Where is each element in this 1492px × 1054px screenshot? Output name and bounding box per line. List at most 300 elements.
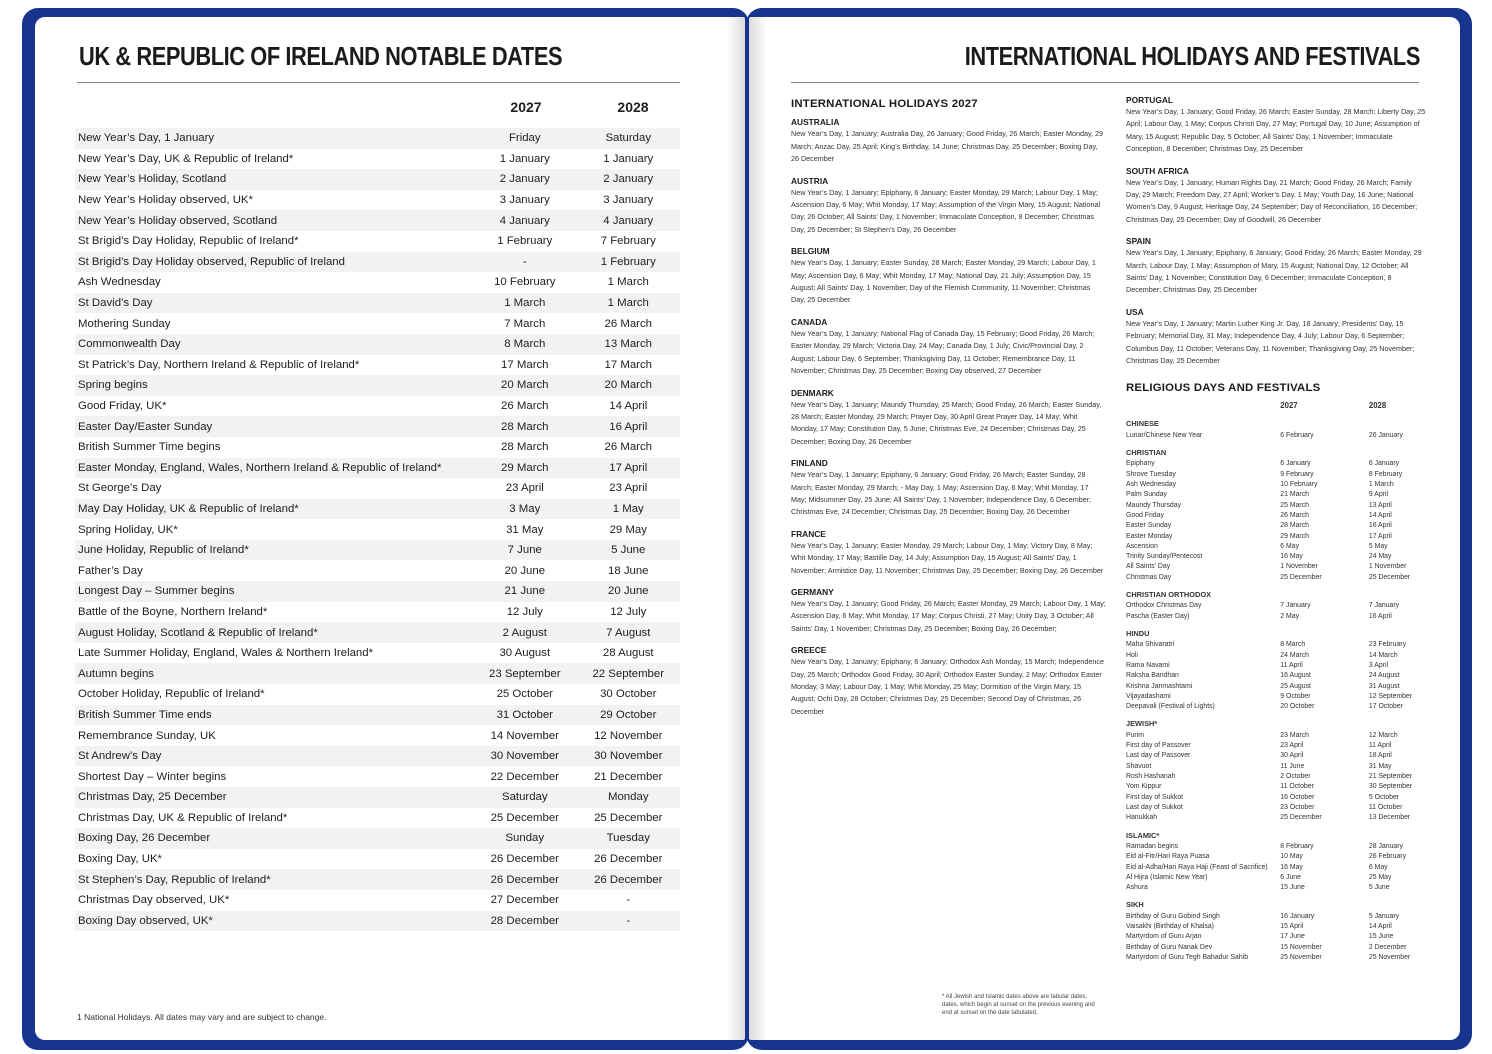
festival-name: Rama Navami	[1126, 661, 1170, 669]
festival-2027: 16 August	[1280, 672, 1311, 680]
religious-day-row	[1126, 542, 1426, 552]
festival-2028: 11 April	[1368, 742, 1392, 750]
date-2028: 26 December	[594, 853, 663, 866]
festival-2027: 6 February	[1280, 431, 1314, 439]
date-2028: Tuesday	[606, 832, 650, 845]
festival-name: Raksha Bandhan	[1126, 672, 1179, 680]
date-name: Father’s Day	[78, 564, 143, 577]
festival-2028: 6 May	[1368, 863, 1388, 871]
festival-2028: 5 October	[1368, 793, 1400, 801]
country-holidays: New Year’s Day, 1 January; Epiphany, 6 January; Easter Monday, 29 March; Labour Day, 1 May; Ascension Day, 6 May; Whit Monday, 17 May; Assumption of the Virgin Mary, 15 August; National Day, 26 October; All Saints’ Day, 1 November; Immaculate Conception, 8 December; Christmas Day, 25 December; St Stephen’s Day, 26 December	[791, 187, 1101, 234]
date-2028: 17 April	[609, 461, 648, 474]
intl-holidays-heading: INTERNATIONAL HOLIDAYS 2027	[791, 98, 978, 110]
date-2027: 7 June	[507, 544, 542, 557]
title-rule	[77, 82, 680, 83]
date-2027: 28 March	[501, 420, 549, 433]
table-row	[75, 519, 680, 540]
country-holidays: New Year’s Day, 1 January; Epiphany, 6 January; Good Friday, 26 March; Easter Sunday, 28 March; Easter Monday, 29 March; - May Day, 1 May; Ascension Day, 6 May; Whit Monday, 17 May; Midsummer Day, 25 June; All Saints’ Day, 1 November; Independence Day, 6 December; Christmas Eve, 24 December; Christmas Day, 25 December; Boxing Day, 26 December	[791, 470, 1092, 517]
festival-2027: 21 March	[1280, 491, 1310, 499]
festival-name: Shrove Tuesday	[1126, 470, 1176, 478]
country-holidays: New Year’s Day, 1 January; Good Friday, 26 March; Easter Sunday, 28 March; Liberty Day, 25 April; Labour Day, 1 May; Corpus Christi Day, 27 May; Portugal Day, 10 June; Assumption of Mary, 15 August; Republic Day, 5 October; All Saints’ Day, 1 November; Immaculate Conception, 8 December; Christmas Day, 25 December	[1126, 107, 1426, 154]
date-2028: 4 January	[603, 214, 654, 227]
table-row	[75, 643, 680, 664]
date-2027: 1 January	[499, 152, 550, 165]
date-2027: Friday	[508, 132, 541, 145]
date-2027: Saturday	[501, 791, 548, 804]
festival-2027: 15 November	[1280, 943, 1322, 951]
country-holidays: New Year’s Day, 1 January; Epiphany, 6 January; Orthodox Ash Monday, 15 March; Independence Day, 25 March; Orthodox Good Friday, 30 April; Orthodox Easter Sunday, 2 May; Orthodox Easter Monday, 3 May; Labour Day, 1 May; Whit Monday, 25 May; Dormition of the Virgin Mary, 15 August; Ochi Day, 28 October; Christmas Day, 25 December; Second Day of Christmas, 26 December	[791, 657, 1104, 716]
religion-category: HINDU	[1126, 628, 1150, 638]
festival-2028: 1 March	[1368, 481, 1394, 489]
festival-2028: 12 September	[1368, 692, 1413, 700]
festival-name: Maundy Thursday	[1126, 501, 1182, 509]
left-footnote: 1 National Holidays. All dates may vary and are subject to change.	[77, 1012, 327, 1022]
religious-day-row	[1126, 573, 1426, 583]
table-row	[75, 149, 680, 170]
date-2027: 29 March	[501, 461, 549, 474]
left-page	[35, 17, 745, 1040]
festival-2028: 13 December	[1368, 814, 1411, 822]
page-gutter-shadow	[749, 17, 767, 1040]
festival-name: Orthodox Christmas Day	[1126, 602, 1202, 610]
religious-footnote: * All Jewish and Islamic dates above are tabular dates, dates, which begin at sunset on the previous evening and end at sunset on the date tabulated.	[942, 994, 1095, 1016]
date-2028: Monday	[607, 791, 649, 804]
table-row	[75, 128, 680, 149]
festival-name: Ash Wednesday	[1126, 481, 1177, 489]
festival-2027: 26 March	[1280, 511, 1310, 519]
date-2027: 31 October	[496, 708, 553, 721]
festival-2027: 8 February	[1280, 842, 1314, 850]
country-name: USA	[1126, 306, 1144, 317]
date-2027: 30 November	[490, 750, 559, 763]
festival-name: Ascension	[1126, 542, 1158, 550]
religious-day-row	[1126, 922, 1426, 932]
table-row	[75, 272, 680, 293]
table-row	[75, 334, 680, 355]
festival-2028: 15 June	[1368, 933, 1394, 941]
festival-2027: 9 October	[1280, 692, 1311, 700]
festival-2028: 26 January	[1368, 431, 1403, 439]
date-name: October Holiday, Republic of Ireland*	[78, 688, 265, 701]
festival-name: Ashura	[1126, 884, 1148, 892]
date-2028: -	[626, 914, 631, 927]
festival-2027: 16 October	[1280, 793, 1315, 801]
date-2027: 28 December	[490, 914, 559, 927]
right-page-title: INTERNATIONAL HOLIDAYS AND FESTIVALS	[964, 41, 1420, 71]
date-name: St Patrick’s Day, Northern Ireland & Republic of Ireland*	[78, 358, 360, 371]
date-2028: 7 February	[600, 235, 656, 248]
date-2027: 23 September	[488, 667, 561, 680]
date-2028: 3 January	[603, 194, 654, 207]
date-2028: 1 March	[607, 276, 649, 289]
date-2028: 22 September	[592, 667, 665, 680]
religious-day-row	[1126, 552, 1426, 562]
date-2027: 3 January	[499, 194, 550, 207]
festival-2028: 13 April	[1368, 501, 1392, 509]
date-name: Shortest Day – Winter begins	[78, 770, 227, 783]
date-2027: 20 June	[504, 564, 546, 577]
festival-2028: 5 January	[1368, 912, 1400, 920]
religious-day-row	[1126, 511, 1426, 521]
festival-2028: 2 December	[1368, 943, 1407, 951]
festival-name: Pascha (Easter Day)	[1126, 612, 1190, 620]
date-name: New Year’s Holiday observed, Scotland	[78, 214, 278, 227]
date-2028: 18 June	[607, 564, 649, 577]
table-row	[75, 293, 680, 314]
festival-name: Vaisakhi (Birthday of Khalsa)	[1126, 923, 1214, 931]
festival-2027: 23 April	[1280, 742, 1304, 750]
country-name: BELGIUM	[791, 246, 830, 257]
date-2027: 12 July	[506, 605, 543, 618]
table-row	[75, 540, 680, 561]
festival-2027: 11 June	[1280, 762, 1305, 770]
religious-day-row	[1126, 883, 1426, 893]
festival-2028: 1 November	[1368, 563, 1407, 571]
table-row	[75, 375, 680, 396]
date-name: Christmas Day, 25 December	[78, 791, 227, 804]
festival-name: First day of Sukkot	[1126, 793, 1184, 801]
festival-2027: 25 March	[1280, 501, 1310, 509]
country-holidays: New Year’s Day, 1 January; Epiphany, 6 January; Good Friday, 26 March; Easter Monday, 29 March; Labour Day, 1 May; Assumption of Mary, 15 August; National Day, 12 October; All Saints’ Day, 1 November; Constitution Day, 6 December; Immaculate Conception, 8 December; Christmas Day, 25 December	[1126, 248, 1422, 295]
religious-day-row	[1126, 480, 1426, 490]
date-name: St David’s Day	[78, 297, 153, 310]
right-page	[749, 17, 1460, 1040]
festival-2027: 25 November	[1280, 954, 1322, 962]
festival-2027: 8 March	[1280, 641, 1306, 649]
table-row	[75, 190, 680, 211]
festival-2027: 16 May	[1280, 863, 1303, 871]
date-name: Easter Day/Easter Sunday	[78, 420, 213, 433]
country-name: SPAIN	[1126, 236, 1151, 247]
intl-holidays-column-1	[791, 98, 1106, 718]
table-row	[75, 210, 680, 231]
date-name: St George’s Day	[78, 482, 162, 495]
country-name: FINLAND	[791, 458, 828, 469]
country-holidays: New Year’s Day, 1 January; Human Rights Day, 21 March; Good Friday, 26 March; Family Day, 29 March; Freedom Day, 27 April; Worker’s Day, 1 May; Youth Day, 16 June; National Women’s Day, 9 August; Heritage Day, 24 September; Day of Reconciliation, 16 December; Christmas Day, 25 December; Day of Goodwill, 26 December	[1126, 177, 1418, 224]
festival-2027: 23 March	[1280, 731, 1310, 739]
religion-category: CHINESE	[1126, 419, 1159, 429]
festival-2027: 10 February	[1280, 481, 1318, 489]
date-name: Ash Wednesday	[78, 276, 161, 289]
date-2027: 8 March	[504, 338, 546, 351]
festival-2028: 17 October	[1368, 703, 1403, 711]
festival-2027: 25 December	[1280, 573, 1322, 581]
festival-2027: 20 October	[1280, 703, 1315, 711]
date-name: Spring Holiday, UK*	[78, 523, 178, 536]
date-name: St Brigid’s Day Holiday observed, Republic of Ireland	[78, 255, 345, 268]
table-row	[75, 725, 680, 746]
country-name: DENMARK	[791, 387, 834, 398]
festival-name: Lunar/Chinese New Year	[1126, 431, 1203, 439]
date-2028: 5 June	[611, 544, 646, 557]
religious-year-1: 2027	[1280, 400, 1298, 410]
religious-day-row	[1126, 431, 1426, 441]
festival-name: Hanukkah	[1126, 814, 1158, 822]
date-2028: 30 November	[594, 750, 663, 763]
date-2027: Sunday	[505, 832, 545, 845]
date-2027: 21 June	[504, 585, 546, 598]
table-row	[75, 663, 680, 684]
religious-day-row	[1126, 803, 1426, 813]
festival-2027: 10 May	[1280, 853, 1303, 861]
festival-2028: 16 April	[1368, 522, 1392, 530]
date-2027: 26 March	[501, 400, 549, 413]
festival-name: Trinity Sunday/Pentecost	[1126, 553, 1203, 561]
table-row	[75, 313, 680, 334]
date-2027: 2 January	[499, 173, 550, 186]
date-2027: 23 April	[505, 482, 544, 495]
date-name: Autumn begins	[78, 667, 154, 680]
date-2027: 3 May	[509, 502, 541, 515]
date-name: Remembrance Sunday, UK	[78, 729, 216, 742]
table-row	[75, 622, 680, 643]
table-row	[75, 581, 680, 602]
table-row	[75, 231, 680, 252]
country-holidays: New Year’s Day, 1 January; Martin Luther King Jr. Day, 18 January; Presidents’ Day, 15 February; Memorial Day, 31 May; Independence Day, 4 July; Labour Day, 6 September; Columbus Day, 11 October; Veterans Day, 11 November; Thanksgiving Day, 25 November; Christmas Day, 25 December	[1126, 318, 1415, 366]
festival-2027: 11 April	[1280, 661, 1303, 669]
religion-category: CHRISTIAN ORTHODOX	[1126, 589, 1211, 599]
country-holidays: New Year’s Day, 1 January; Australia Day, 26 January; Good Friday, 26 March; Easter Monday, 29 March; Anzac Day, 25 April; King’s Birthday, 14 June; Christmas Day, 25 December; Boxing Day, 26 December	[791, 129, 1104, 164]
festival-name: Last day of Passover	[1126, 752, 1191, 760]
date-2027: 27 December	[490, 894, 559, 907]
festival-2028: 30 September	[1368, 783, 1413, 791]
date-2027: 25 December	[490, 811, 559, 824]
date-2028: 29 October	[600, 708, 657, 721]
festival-2028: 5 June	[1368, 884, 1390, 892]
festival-2027: 9 February	[1280, 470, 1314, 478]
religious-day-row	[1126, 682, 1426, 692]
festival-2028: 25 November	[1368, 954, 1411, 962]
date-name: St Brigid’s Day Holiday, Republic of Ireland*	[78, 235, 299, 248]
date-2028: 20 June	[607, 585, 649, 598]
religious-day-row	[1126, 813, 1426, 823]
table-row	[75, 684, 680, 705]
religious-day-row	[1126, 532, 1426, 542]
left-page-title: UK & REPUBLIC OF IRELAND NOTABLE DATES	[79, 41, 563, 71]
festival-2028: 9 April	[1368, 491, 1389, 499]
religious-day-row	[1126, 741, 1426, 751]
festival-name: Rosh Hashanah	[1126, 773, 1176, 781]
date-2028: 30 October	[600, 688, 657, 701]
festival-2027: 2 May	[1280, 612, 1300, 620]
festival-2028: 25 December	[1368, 573, 1411, 581]
date-2028: 1 March	[607, 297, 649, 310]
table-row	[75, 808, 680, 829]
religious-day-row	[1126, 470, 1426, 480]
religious-day-row	[1126, 953, 1426, 963]
date-2027: 1 March	[504, 297, 546, 310]
festival-2027: 29 March	[1280, 532, 1310, 540]
date-2028: 23 April	[609, 482, 648, 495]
country-holidays: New Year’s Day, 1 January; Easter Monday, 29 March; Labour Day, 1 May; Victory Day, 8 May; Whit Monday, 17 May; Bastille Day, 14 July; Assumption Day, 15 August; All Saints’ Day, 1 November; Armistice Day, 11 November; Christmas Day, 25 December; Boxing Day, 26 December	[791, 540, 1104, 575]
table-row	[75, 437, 680, 458]
date-2028: 2 January	[603, 173, 654, 186]
festival-name: Easter Sunday	[1126, 522, 1172, 530]
table-row	[75, 478, 680, 499]
festival-2028: 5 May	[1368, 542, 1388, 550]
date-name: Commonwealth Day	[78, 338, 181, 351]
festival-2028: 26 February	[1368, 853, 1407, 861]
date-name: British Summer Time ends	[78, 708, 212, 721]
date-2028: 25 December	[594, 811, 663, 824]
religion-category: CHRISTIAN	[1126, 448, 1167, 458]
table-row	[75, 355, 680, 376]
religious-year-2: 2028	[1368, 400, 1387, 410]
date-name: Spring begins	[78, 379, 148, 392]
festival-name: Martyrdom of Guru Tegh Bahadur Sahib	[1126, 954, 1249, 962]
date-name: New Year’s Day, 1 January	[78, 132, 215, 145]
festival-2027: 25 December	[1280, 814, 1322, 822]
date-name: Battle of the Boyne, Northern Ireland*	[78, 605, 268, 618]
table-row	[75, 416, 680, 437]
religious-day-row	[1126, 640, 1426, 650]
country-name: AUSTRIA	[791, 175, 829, 186]
religious-day-row	[1126, 501, 1426, 511]
festival-2027: 16 January	[1280, 912, 1315, 920]
religious-day-row	[1126, 943, 1426, 953]
date-2028: 1 February	[600, 255, 656, 268]
table-row	[75, 560, 680, 581]
date-2027: 31 May	[506, 523, 544, 536]
table-row	[75, 849, 680, 870]
festival-name: Eid al-Adha/Hari Raya Haji (Feast of Sacrifice)	[1126, 863, 1268, 871]
date-2028: 28 August	[602, 647, 654, 660]
festival-2028: 31 August	[1368, 682, 1400, 690]
festival-name: Krishna Janmashtami	[1126, 682, 1193, 690]
date-2028: -	[626, 894, 631, 907]
date-2028: 12 November	[594, 729, 663, 742]
religious-day-row	[1126, 651, 1426, 661]
festival-2027: 6 May	[1280, 542, 1300, 550]
date-2028: Saturday	[605, 132, 652, 145]
year-header-2: 2028	[617, 99, 649, 115]
religious-day-row	[1126, 521, 1426, 531]
table-row	[75, 911, 680, 932]
festival-2027: 30 April	[1280, 752, 1304, 760]
date-2027: 4 January	[499, 214, 550, 227]
date-name: Longest Day – Summer begins	[78, 585, 235, 598]
country-name: FRANCE	[791, 528, 826, 539]
country-name: CANADA	[791, 316, 828, 327]
country-holidays: New Year’s Day, 1 January; National Flag of Canada Day, 15 February; Good Friday, 26 March; Easter Monday, 29 March; Victoria Day, 24 May; Canada Day, 1 July; Civic/Provincial Day, 2 August; Labour Day, 6 September; Thanksgiving Day, 11 October; Remembrance Day, 11 November; Christmas Day, 25 December; Boxing Day observed, 27 December	[791, 328, 1095, 376]
religion-category: SIKH	[1126, 900, 1144, 910]
date-name: St Stephen’s Day, Republic of Ireland*	[78, 873, 271, 886]
religious-day-row	[1126, 702, 1426, 712]
religious-day-row	[1126, 459, 1426, 469]
festival-name: Al Hijra (Islamic New Year)	[1126, 873, 1208, 881]
festival-name: Birthday of Guru Gobind Singh	[1126, 912, 1220, 920]
date-2027: 28 March	[501, 441, 549, 454]
festival-2028: 14 April	[1368, 511, 1392, 519]
table-row	[75, 252, 680, 273]
country-holidays: New Year’s Day, 1 January; Maundy Thursday, 25 March; Good Friday, 26 March; Easter Sunday, 28 March; Easter Monday, 29 March; Prayer Day, 30 April Great Prayer Day, 14 May; Whit Monday, 17 May; Constitution Day, 5 June; Christmas Eve, 24 December; Christmas Day, 25 December; Boxing Day, 26 December	[791, 399, 1102, 446]
festival-2028: 18 April	[1368, 752, 1392, 760]
date-2027: 17 March	[501, 358, 549, 371]
date-name: St Andrew’s Day	[78, 750, 162, 763]
festival-name: Maha Shivaratri	[1126, 641, 1175, 649]
religious-year-header	[1126, 400, 1426, 412]
festival-2028: 12 March	[1368, 731, 1398, 739]
festival-name: Birthday of Guru Nanak Dev	[1126, 943, 1213, 951]
date-2027: 30 August	[499, 647, 551, 660]
date-name: Boxing Day observed, UK*	[78, 914, 213, 927]
festival-2028: 14 March	[1368, 651, 1398, 659]
religious-day-row	[1126, 490, 1426, 500]
festival-name: Purim	[1126, 731, 1144, 739]
festival-name: Holi	[1126, 651, 1138, 659]
festival-name: Epiphany	[1126, 460, 1155, 468]
year-header-1: 2027	[510, 99, 542, 115]
festival-name: Palm Sunday	[1126, 491, 1167, 499]
country-name: SOUTH AFRICA	[1126, 165, 1189, 176]
religious-day-row	[1126, 762, 1426, 772]
festival-2027: 16 May	[1280, 553, 1303, 561]
page-gutter-shadow	[727, 17, 745, 1040]
festival-name: Shavuot	[1126, 762, 1152, 770]
date-2027: 2 August	[502, 626, 547, 639]
table-row	[75, 787, 680, 808]
country-name: GERMANY	[791, 586, 834, 597]
date-2028: 20 March	[604, 379, 652, 392]
date-name: Boxing Day, UK*	[78, 853, 162, 866]
festival-2027: 15 April	[1280, 923, 1304, 931]
date-2027: 10 February	[494, 276, 556, 289]
festival-2027: 24 March	[1280, 651, 1310, 659]
intl-holidays-column-2	[1126, 94, 1426, 963]
festival-name: First day of Passover	[1126, 742, 1191, 750]
religious-day-row	[1126, 932, 1426, 942]
festival-2028: 23 February	[1368, 641, 1407, 649]
religious-day-row	[1126, 731, 1426, 741]
table-row	[75, 869, 680, 890]
festival-2028: 28 January	[1368, 842, 1403, 850]
table-row	[75, 766, 680, 787]
date-2027: 1 February	[497, 235, 553, 248]
religion-category: ISLAMIC*	[1126, 830, 1160, 840]
festival-2028: 8 February	[1368, 470, 1403, 478]
table-row	[75, 458, 680, 479]
country-name: PORTUGAL	[1126, 95, 1173, 105]
date-name: British Summer Time begins	[78, 441, 221, 454]
date-name: Mothering Sunday	[78, 317, 171, 330]
religious-day-row	[1126, 612, 1426, 622]
country-holidays: New Year’s Day, 1 January; Good Friday, 26 March; Easter Monday, 29 March; Labour Day, 1 May; Ascension Day, 6 May; Whit Monday, 17 May; Corpus Christi, 27 May; Unity Day, 3 October; All Saints’ Day, 1 November; Christmas Day, 25 December; Boxing Day, 26 December;	[791, 598, 1106, 633]
religious-day-row	[1126, 842, 1426, 852]
festival-2027: 7 January	[1280, 602, 1311, 610]
festival-2028: 3 April	[1368, 661, 1389, 669]
festival-2027: 11 October	[1280, 783, 1314, 791]
date-2028: 29 May	[609, 523, 647, 536]
festival-name: Yom Kippur	[1126, 783, 1162, 791]
festival-name: Ramadan begins	[1126, 842, 1179, 850]
date-name: May Day Holiday, UK & Republic of Ireland*	[78, 502, 299, 515]
religious-day-row	[1126, 661, 1426, 671]
country-name: GREECE	[791, 645, 827, 656]
date-2027: 25 October	[496, 688, 553, 701]
date-name: Christmas Day, UK & Republic of Ireland*	[78, 811, 288, 824]
date-2028: 1 May	[612, 502, 644, 515]
festival-2027: 28 March	[1280, 522, 1310, 530]
date-name: Good Friday, UK*	[78, 400, 167, 413]
date-2028: 16 April	[609, 420, 648, 433]
date-2028: 21 December	[594, 770, 663, 783]
date-name: June Holiday, Republic of Ireland*	[78, 544, 249, 557]
date-2027: 20 March	[501, 379, 549, 392]
table-row	[75, 396, 680, 417]
religious-day-row	[1126, 873, 1426, 883]
date-name: New Year’s Holiday observed, UK*	[78, 194, 253, 207]
religion-category: JEWISH*	[1126, 719, 1158, 729]
